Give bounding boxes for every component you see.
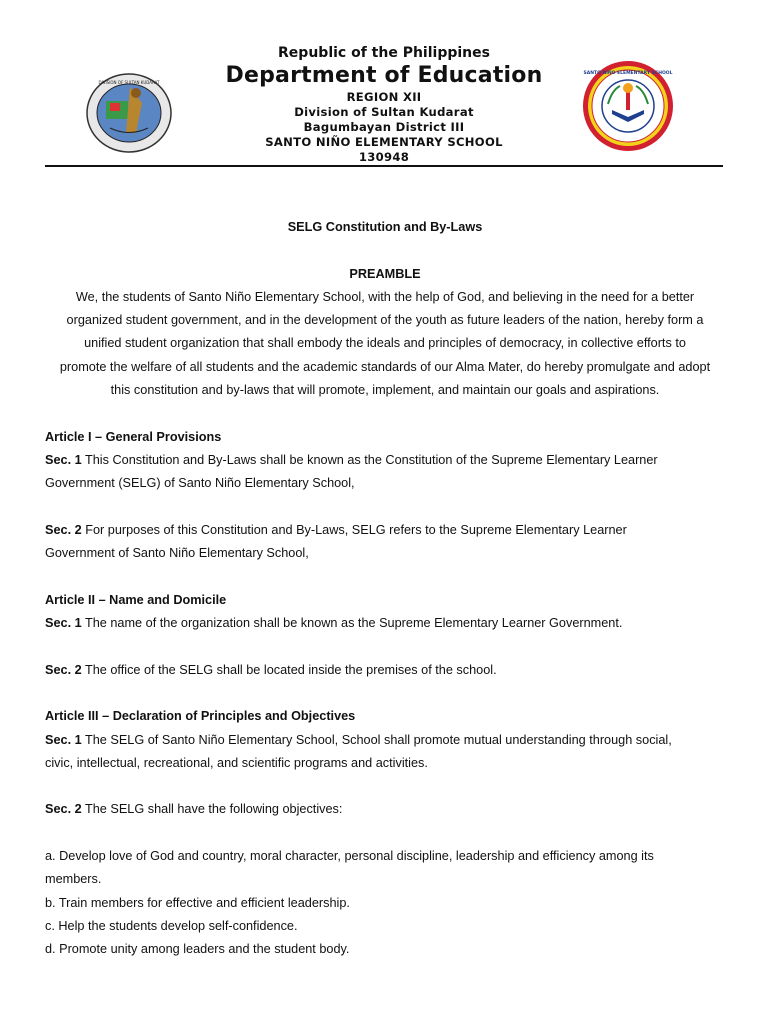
letterhead xyxy=(184,45,584,165)
article-3-sec-2: Sec. 2 The SELG shall have the following objectives: xyxy=(45,802,343,817)
objective-item: a. Develop love of God and country, moral character, personal discipline, leadership and efficiency among its xyxy=(45,849,654,864)
school-name: SANTO NIÑO ELEMENTARY SCHOOL xyxy=(265,135,503,149)
preamble-line: this constitution and by-laws that will promote, implement, and maintain our goals and aspirations. xyxy=(110,383,660,398)
article-1-sec-2-cont: Government of Santo Niño Elementary School, xyxy=(45,546,309,561)
objective-item: b. Train members for effective and efficient leadership. xyxy=(45,895,350,910)
article-3-heading: Article III – Declaration of Principles and Objectives xyxy=(45,709,356,724)
header-divider xyxy=(45,165,723,167)
region-line: REGION XII xyxy=(346,90,422,104)
objective-item: c. Help the students develop self-confidence. xyxy=(45,918,298,933)
article-2-sec-1: Sec. 1 The name of the organization shall be known as the Supreme Elementary Learner Government. xyxy=(45,616,623,631)
article-1-sec-1-cont: Government (SELG) of Santo Niño Elementary School, xyxy=(45,476,355,491)
article-2-heading: Article II – Name and Domicile xyxy=(45,592,227,607)
district-line: Bagumbayan District III xyxy=(303,120,465,134)
document-body xyxy=(45,216,725,962)
document-title: SELG Constitution and By-Laws xyxy=(287,220,483,234)
division-seal-logo xyxy=(86,73,172,153)
article-3-sec-1-cont: civic, intellectual, recreational, and scientific programs and activities. xyxy=(45,755,428,770)
svg-text:DIVISION OF SULTAN KUDARAT: DIVISION OF SULTAN KUDARAT xyxy=(98,80,160,85)
republic-line: Republic of the Philippines xyxy=(278,45,490,61)
svg-text:SANTO NIÑO ELEMENTARY SCHOOL: SANTO NIÑO ELEMENTARY SCHOOL xyxy=(583,71,673,76)
objective-item: d. Promote unity among leaders and the student body. xyxy=(45,942,350,957)
preamble-line: organized student government, and in the development of the youth as future leaders of the nation, hereby form a xyxy=(66,313,704,328)
school-seal-logo xyxy=(582,60,674,152)
preamble-line: promote the welfare of all students and the academic standards of our Alma Mater, do hereby promulgate and adopt xyxy=(59,359,711,374)
preamble-heading: PREAMBLE xyxy=(349,266,421,281)
division-line: Division of Sultan Kudarat xyxy=(294,105,474,119)
preamble-line: We, the students of Santo Niño Elementary School, with the help of God, and believing in the need for a better xyxy=(75,289,695,304)
article-1-heading: Article I – General Provisions xyxy=(45,429,222,444)
article-1-sec-1: Sec. 1 This Constitution and By-Laws shall be known as the Constitution of the Supreme Elementary Learner xyxy=(45,452,658,467)
objective-item: members. xyxy=(45,872,102,887)
article-1-sec-2: Sec. 2 For purposes of this Constitution and By-Laws, SELG refers to the Supreme Elementary Learner xyxy=(45,522,627,537)
school-id: 130948 xyxy=(358,150,410,164)
article-2-sec-2: Sec. 2 The office of the SELG shall be located inside the premises of the school. xyxy=(45,662,497,677)
preamble-line: unified student organization that shall embody the ideals and principles of democracy, in collective efforts to xyxy=(84,336,686,351)
article-3-sec-1: Sec. 1 The SELG of Santo Niño Elementary School, School shall promote mutual understanding through social, xyxy=(45,732,672,747)
department-title: Department of Education xyxy=(225,63,543,88)
